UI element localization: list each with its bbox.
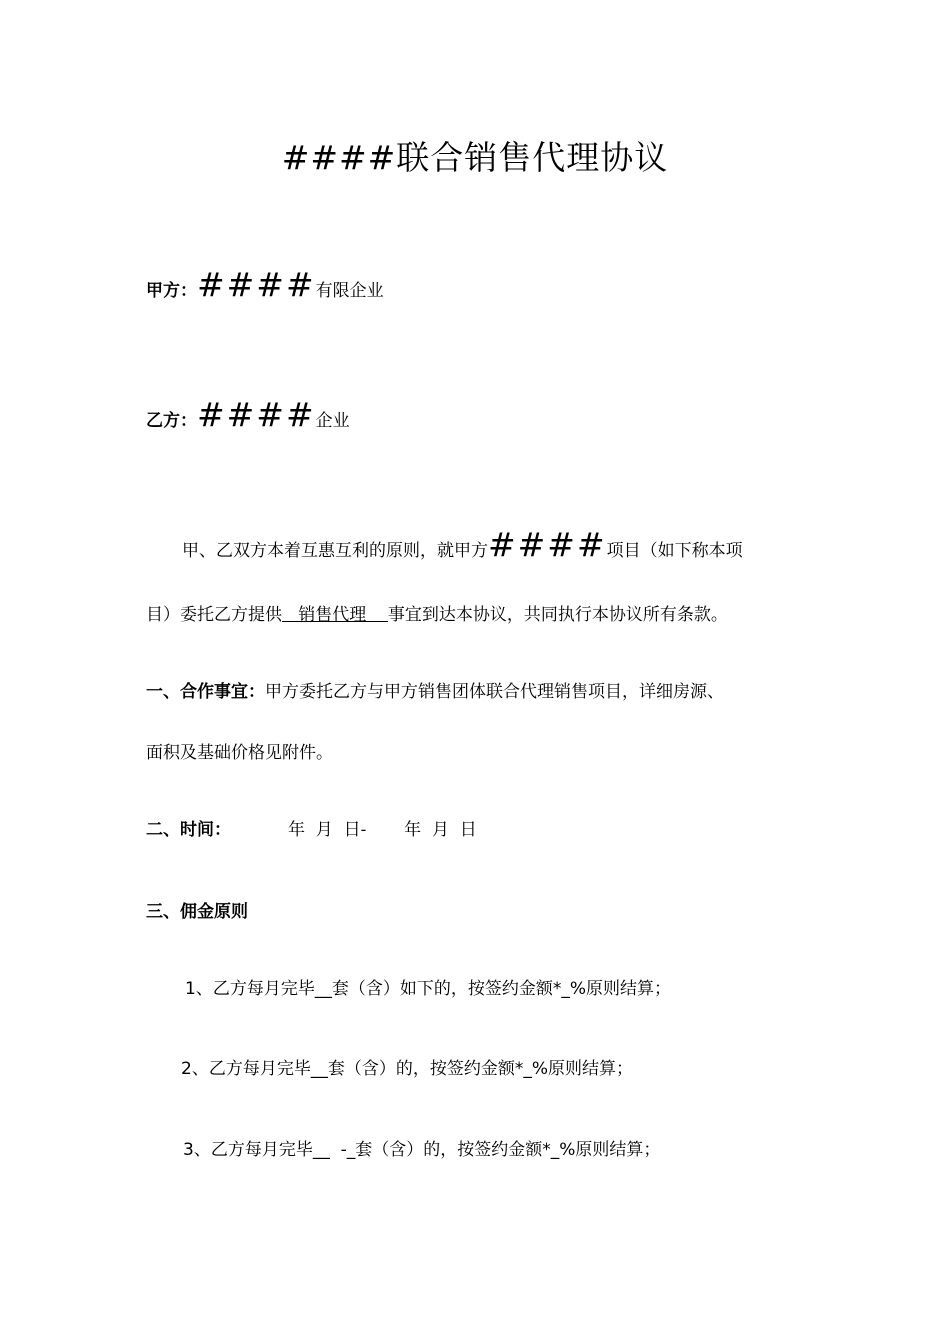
party-a-line xyxy=(146,265,384,304)
section2-date-range: 年 月 日- 年 月 日 xyxy=(288,820,477,840)
section1-line-2 xyxy=(146,745,333,762)
intro-line-2 xyxy=(146,607,728,624)
party-b-name: #### xyxy=(197,395,316,434)
commission-item: 1、乙方每月完毕__套（含）如下的，按签约金额*_%原则结算； xyxy=(185,979,671,999)
party-b-label: 乙方： xyxy=(146,411,197,431)
section1-text-2: 面积及基础价格见附件。 xyxy=(146,743,333,763)
party-b-line xyxy=(146,395,350,434)
document-title: ####联合销售代理协议 xyxy=(281,138,669,177)
section3-heading: 三、佣金原则 xyxy=(146,902,248,922)
intro-line2-pre: 目）委托乙方提供 xyxy=(146,605,282,625)
intro-line2-post: 事宜到达本协议，共同执行本协议所有条款。 xyxy=(387,605,728,625)
intro-line1-pre: 甲、乙双方本着互惠互利的原则，就甲方 xyxy=(182,541,488,561)
intro-project-name: #### xyxy=(488,525,607,564)
section2-heading: 二、时间： xyxy=(146,820,231,840)
commission-item: 2、乙方每月完毕__套（含）的，按签约金额*_%原则结算； xyxy=(181,1059,633,1079)
section3-heading-line xyxy=(146,904,248,921)
intro-line1-post: 项目（如下称本项 xyxy=(606,541,743,561)
party-a-label: 甲方： xyxy=(146,281,197,301)
section1-text-1: 甲方委托乙方与甲方销售团体联合代理销售项目，详细房源、 xyxy=(265,682,724,702)
party-a-name: #### xyxy=(197,265,316,304)
party-b-suffix: 企业 xyxy=(315,411,350,431)
section1-line-1 xyxy=(146,684,724,701)
intro-service-underlined: 销售代理 xyxy=(282,605,388,625)
section1-heading: 一、合作事宜： xyxy=(146,682,265,702)
intro-line-1 xyxy=(182,525,743,564)
party-a-suffix: 有限企业 xyxy=(315,281,384,301)
section2-line xyxy=(146,822,477,839)
commission-item: 3、乙方每月完毕__ -_套（含）的，按签约金额*_%原则结算； xyxy=(183,1140,661,1160)
